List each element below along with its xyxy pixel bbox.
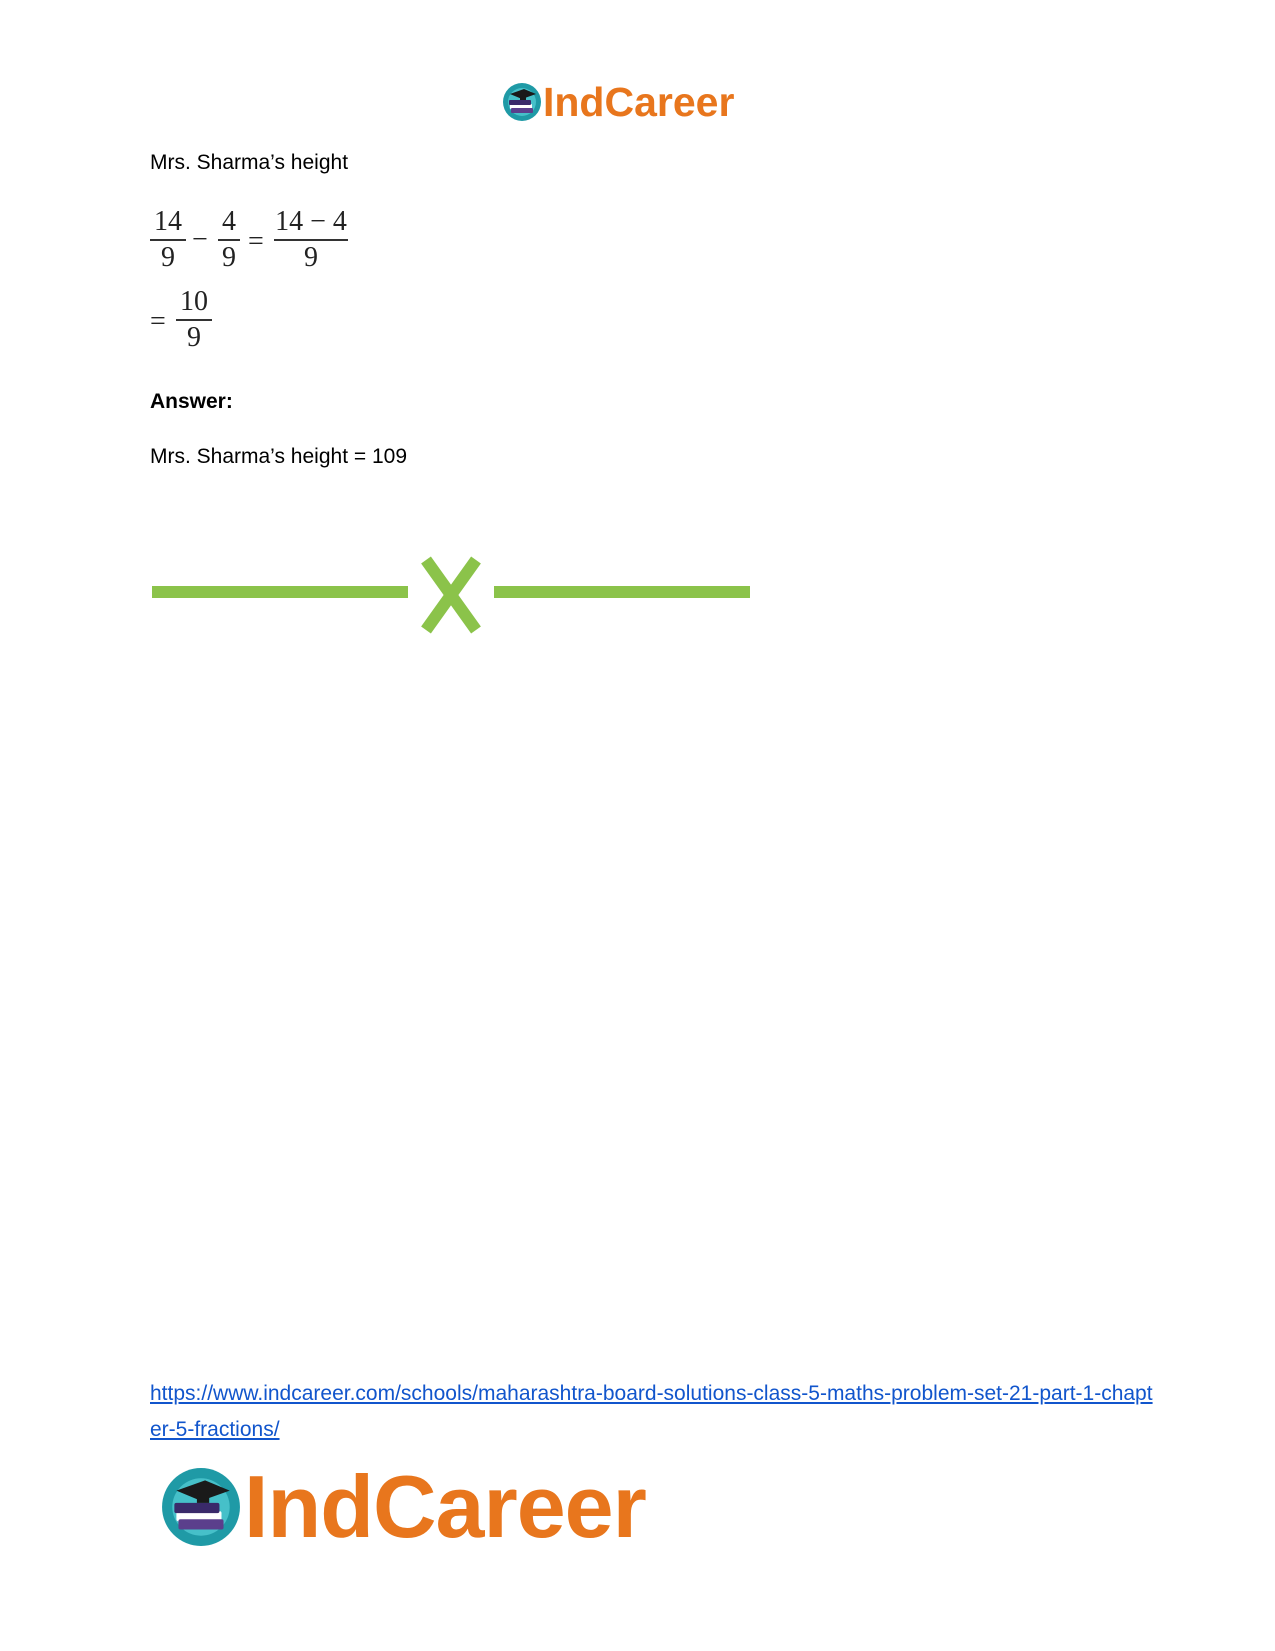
numerator: 14 [154,206,182,237]
fraction-10-9 [176,285,212,355]
numerator: 14 − 4 [275,206,347,237]
denominator: 9 [161,242,175,273]
fraction-14-9 [150,205,186,275]
section-divider [150,556,760,636]
minus-sign: − [192,224,208,255]
question-line: Mrs. Sharma’s height [150,151,349,174]
equation-line-2 [150,285,270,365]
x-cross-icon [426,560,476,630]
fraction-4-9 [218,205,240,275]
header-logo [502,80,734,124]
brand-wordmark: IndCareer [543,79,735,125]
fraction-14-minus-4-over-9 [274,205,348,275]
equals-sign: = [248,226,264,257]
answer-label: Answer: [150,390,233,413]
divider-left-line [152,586,408,598]
denominator: 9 [222,242,236,273]
denominator: 9 [187,322,201,353]
equals-sign: = [150,306,166,337]
graduation-cap-books-icon [160,1466,242,1548]
graduation-cap-books-icon [502,82,542,122]
equation-line-1 [150,205,410,285]
source-url-link[interactable]: https://www.indcareer.com/schools/maharashtra-board-solutions-class-5-maths-problem-set-21-part-1-chapter-5-fractions/ [150,1382,1153,1441]
denominator: 9 [304,242,318,273]
divider-right-line [494,586,750,598]
answer-text: Mrs. Sharma’s height = 109 [150,445,407,468]
brand-wordmark: IndCareer [244,1457,646,1556]
footer-logo [160,1457,646,1556]
numerator: 4 [222,206,236,237]
numerator: 10 [180,286,208,317]
